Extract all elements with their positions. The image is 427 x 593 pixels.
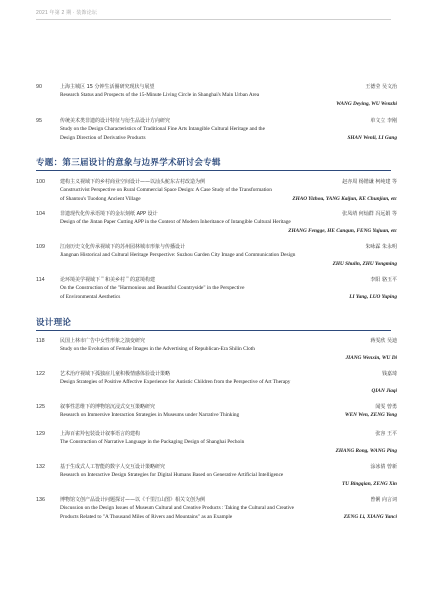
- cn-authors: 蒋雯欣 吴迪: [370, 338, 397, 344]
- page-number: 136: [36, 497, 45, 503]
- page-number: 109: [36, 244, 45, 250]
- page-number: 100: [36, 179, 45, 185]
- cn-authors: 赵亦周 杨锴谦 柯纯建 等: [342, 179, 397, 185]
- en-title: Discussion on the Design Issues of Museum Cultural and Creative Products : Taking the Cultural and Creative: [60, 505, 295, 512]
- toc-entry[interactable]: [36, 463, 397, 488]
- en-authors: SHAN Wenli, LI Gang: [347, 134, 397, 141]
- cn-authors: 李阳 骆玉平: [370, 277, 397, 283]
- toc-entry[interactable]: [36, 243, 397, 268]
- en-title: Design of the Jintan Paper Cutting APP in the Context of Modern Inheritance of Intangible Cultural Heritage: [60, 219, 291, 226]
- cn-title: 上海百雀羚包装设计叙事语言的建构: [60, 431, 141, 437]
- toc-entry[interactable]: [36, 210, 397, 235]
- page-number: 122: [36, 371, 45, 377]
- en-authors: WANG Deying, WU Wenzhi: [336, 100, 397, 107]
- page-number: 114: [36, 277, 45, 283]
- cn-title: 博物馆文创产品设计问题探讨——以《千里江山图》相关文创为例: [60, 497, 206, 503]
- en-title: Research on Immersive Interaction Strategies in Museums under Narrative Thinking: [60, 412, 240, 419]
- toc-entry[interactable]: [36, 117, 397, 142]
- en-title: of Shantou's Tuodong Ancient Village: [60, 195, 141, 202]
- header-rule: [36, 19, 391, 20]
- page-number: 90: [36, 84, 42, 90]
- cn-authors: 涂冰倩 曾新: [370, 464, 397, 470]
- cn-authors: 钱嘉琦: [381, 371, 397, 377]
- cn-title: 江南历史文化传承视域下的苏州园林城市形象与传播设计: [60, 244, 186, 250]
- page-number: 125: [36, 404, 45, 410]
- en-authors: TU Bingqian, ZENG Xin: [341, 480, 397, 487]
- en-authors: ZENG Li, XIANG Yanci: [343, 513, 397, 520]
- en-title: Design Strategies of Positive Affective Experience for Autistic Children from the Perspective of Art Therapy: [60, 379, 291, 386]
- cn-authors: 朱咏霖 朱永明: [365, 244, 397, 250]
- cn-authors: 张容 王平: [375, 431, 397, 437]
- section-heading-theory: 设计理论: [36, 318, 72, 328]
- en-authors: ZHAO Yizhou, YANG Kaijun, KE Chunjian, etc: [292, 195, 397, 202]
- cn-title: 基于生成式人工智能的数字人交互设计策略研究: [60, 464, 166, 470]
- toc-entry[interactable]: [36, 403, 397, 420]
- en-title: Constructivist Perspective on Rural Commercial Space Design: A Case Study of the Transformation: [60, 187, 272, 194]
- en-authors: WEN Wen, ZENG Yong: [344, 412, 397, 419]
- en-title: On the Construction of the "Harmonious and Beautiful Countryside" in the Perspective: [60, 285, 245, 292]
- page-number: 104: [36, 211, 45, 217]
- toc-entry[interactable]: [36, 496, 397, 521]
- cn-authors: 闻雯 曾勇: [375, 404, 397, 410]
- section-heading-special: 专题：第三届设计的意象与边界学术研讨会专辑: [36, 158, 221, 168]
- en-authors: ZHU Shulin, ZHU Yongming: [332, 260, 397, 267]
- en-title: Study on the Evolution of Female Images in the Advertising of Republican-Era Shilin Cloth: [60, 346, 255, 353]
- cn-title: 民国上林市广告中女性形象之演变研究: [60, 338, 146, 344]
- cn-title: 非遗现代化传承语境下的金坛刻纸 APP 设计: [60, 211, 158, 217]
- page-number: 132: [36, 464, 45, 470]
- page-number: 129: [36, 431, 45, 437]
- cn-authors: 王德莹 吴文治: [365, 84, 397, 90]
- section-rule: [36, 330, 391, 331]
- en-title: Jiangnan Historical and Cultural Heritage Perspective: Suzhou Garden City Image and Communication Design: [60, 252, 296, 259]
- page-number: 118: [36, 338, 45, 344]
- cn-title: 上海主城区 15 分钟生活圈研究现状与展望: [60, 84, 155, 90]
- en-authors: LI Yang, LUO Yuping: [349, 293, 397, 300]
- toc-entry[interactable]: [36, 430, 397, 455]
- en-title: Design Direction of Derivative Products: [60, 134, 146, 141]
- cn-title: 艺术治疗视域下孤独症儿童积极情感体验设计策略: [60, 371, 171, 377]
- en-title: The Construction of Narrative Language in the Packaging Design of Shanghai Pechoin: [60, 439, 245, 446]
- toc-entry[interactable]: [36, 337, 397, 362]
- toc-entry[interactable]: [36, 276, 397, 301]
- cn-authors: 张凤靖 何灿群 冯远娟 等: [342, 211, 397, 217]
- running-header: 2021 年第 2 期 · 装饰论坛: [36, 10, 98, 16]
- toc-entry[interactable]: [36, 178, 397, 203]
- en-authors: ZHANG Rong, WANG Ping: [335, 447, 397, 454]
- section-rule: [36, 170, 391, 171]
- cn-authors: 曾俐 向言词: [370, 497, 397, 503]
- en-title: Study on the Design Characteristics of Traditional Fine Arts Intangible Cultural Heritage and the: [60, 126, 265, 133]
- toc-entry[interactable]: [36, 83, 397, 108]
- cn-title: 传统美术类非遗的设计特征与衍生品设计方向研究: [60, 118, 171, 124]
- toc-entry[interactable]: [36, 370, 397, 395]
- en-title: Research on Interactive Design Strategies for Digital Humans Based on Generative Artificial Intelligence: [60, 472, 284, 479]
- en-authors: QIAN Jiaqi: [371, 387, 397, 394]
- en-title: of Environmental Aesthetics: [60, 293, 121, 300]
- en-authors: JIANG Wenxin, WU Di: [345, 354, 397, 361]
- cn-title: 论环境美学视域下＂和美乡村＂的意境构建: [60, 277, 156, 283]
- page-number: 95: [36, 118, 42, 124]
- en-title: Research Status and Prospects of the 15-Minute Living Circle in Shanghai's Main Urban Area: [60, 92, 260, 99]
- cn-title: 建构主义视域下的乡村商业空间设计——以汕头鮀东古村改造为例: [60, 179, 206, 185]
- cn-authors: 单文立 李刚: [370, 118, 397, 124]
- cn-title: 叙事性思维下的博物馆沉浸式交互策略研究: [60, 404, 156, 410]
- en-authors: ZHANG Fengge, HE Canqun, FENG Yujuan, etc: [288, 227, 397, 234]
- en-title: Products Related to "A Thousand Miles of Rivers and Mountains" as an Example: [60, 513, 233, 520]
